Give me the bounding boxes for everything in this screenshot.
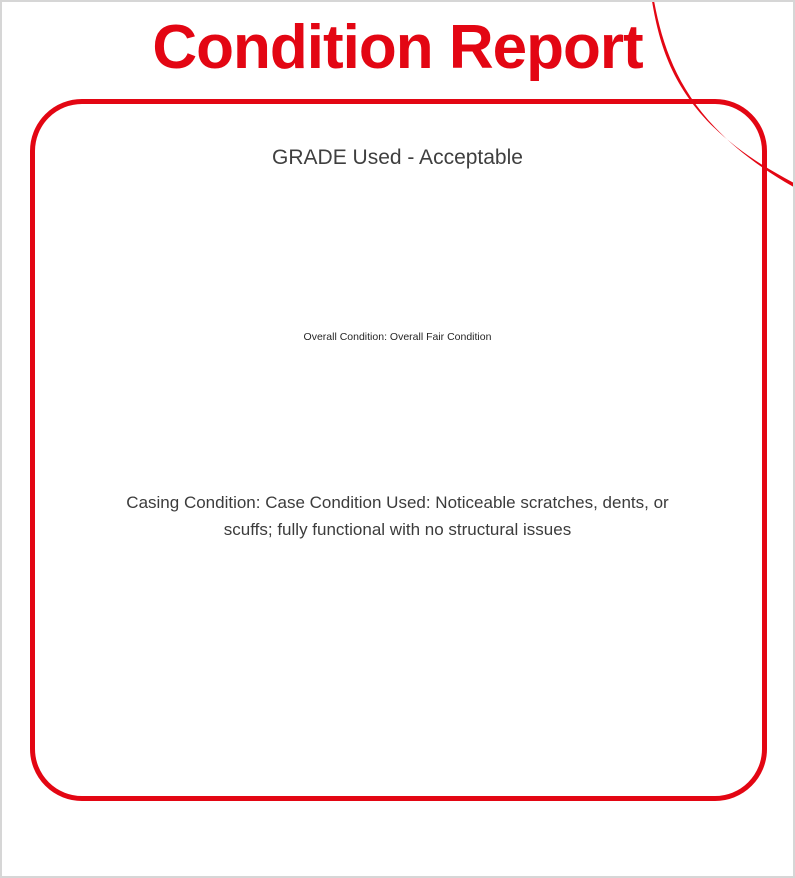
overall-condition-text: Overall Condition: Overall Fair Condition — [303, 331, 492, 343]
page-title: Condition Report — [152, 13, 643, 82]
report-border-frame — [30, 99, 767, 801]
grade-heading: GRADE Used - Acceptable — [272, 146, 523, 169]
casing-condition-line-2: scuffs; fully functional with no structural issues — [223, 520, 572, 539]
casing-condition-line-1: Casing Condition: Case Condition Used: Noticeable scratches, dents, or — [126, 493, 669, 512]
casing-condition-text — [68, 489, 728, 543]
